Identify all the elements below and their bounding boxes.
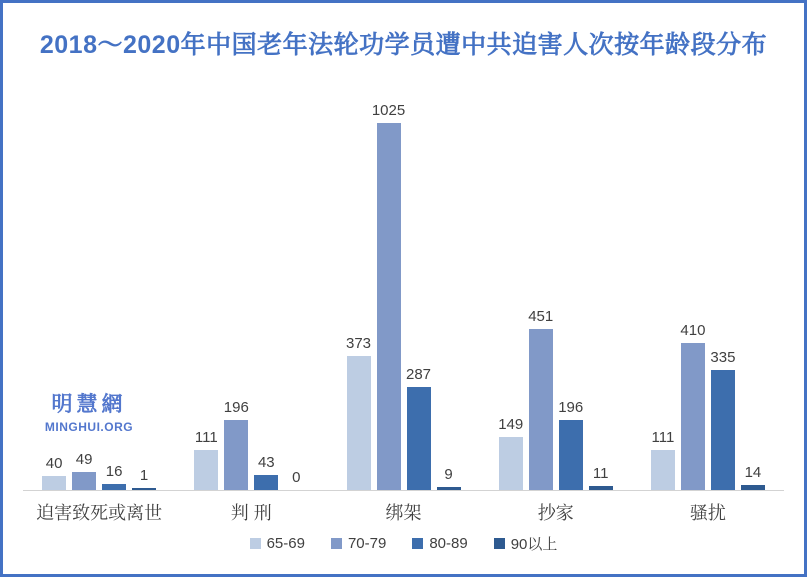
bar-slot [132, 467, 156, 490]
bar-slot [42, 455, 66, 490]
bar-group [480, 76, 632, 490]
watermark-english: MINGHUI.ORG [44, 420, 134, 434]
category-label: 抄家 [537, 503, 574, 523]
legend-swatch-icon [331, 538, 342, 549]
bar-slot [254, 454, 278, 490]
bar-slot [407, 366, 431, 490]
category-label: 判 刑 [230, 503, 272, 523]
bar-slot [371, 102, 406, 490]
chart-title: 2018～2020年中国老年法轮功学员遭中共迫害人次按年龄段分布 [39, 31, 768, 59]
bar [254, 475, 278, 490]
legend-label: 70-79 [347, 535, 387, 552]
bar [559, 420, 583, 490]
bar-slot [529, 308, 553, 490]
bar-slot [559, 399, 583, 490]
legend-label: 80-89 [429, 535, 468, 552]
bar [102, 484, 126, 490]
bar [132, 488, 156, 490]
minghui-watermark [39, 388, 139, 434]
data-label: 373 [345, 335, 372, 352]
bar-slot [102, 463, 126, 490]
data-label: 111 [194, 429, 218, 446]
watermark-chinese: 明慧網 [51, 393, 127, 416]
bar-slot [437, 466, 461, 490]
category-label: 绑架 [385, 503, 422, 523]
bar-slot [741, 464, 765, 490]
bar [741, 485, 765, 490]
bar-slot [194, 429, 218, 490]
legend-swatch-icon [250, 538, 261, 549]
bar-slot [224, 399, 248, 490]
bar [42, 476, 66, 490]
bar-slot [499, 416, 523, 490]
data-label: 9 [444, 466, 453, 483]
bar-slot [347, 335, 371, 490]
bar [437, 487, 461, 490]
data-label: 43 [257, 454, 275, 471]
data-label: 111 [651, 429, 675, 446]
legend-item [331, 535, 386, 552]
bar [529, 329, 553, 490]
bar [224, 420, 248, 490]
bar [377, 123, 401, 490]
bar [347, 356, 371, 490]
bar-slot [589, 465, 613, 490]
bar [681, 343, 705, 490]
legend-swatch-icon [412, 538, 423, 549]
bar-slot [681, 322, 705, 490]
data-label: 16 [105, 463, 123, 480]
data-label: 335 [710, 349, 736, 366]
bar [194, 450, 218, 490]
data-label: 287 [405, 366, 432, 383]
data-label: 149 [498, 416, 524, 433]
bar-slot [651, 429, 675, 490]
legend-label: 65-69 [266, 535, 305, 552]
data-label: 0 [292, 469, 301, 486]
data-label: 40 [45, 455, 63, 472]
data-label: 410 [680, 322, 706, 339]
data-label: 196 [558, 399, 584, 416]
legend-label: 90以上 [510, 536, 558, 553]
data-label: 1 [139, 467, 149, 484]
category-label: 骚扰 [689, 503, 726, 523]
legend-item [250, 535, 305, 552]
bar [711, 370, 735, 490]
x-axis-labels [23, 499, 784, 525]
legend-item [494, 533, 558, 554]
bar-slot [284, 469, 308, 490]
legend [3, 533, 804, 554]
category-label: 迫害致死或离世 [36, 503, 163, 523]
data-label: 49 [75, 451, 93, 468]
data-label: 14 [744, 464, 762, 481]
bar-slot [711, 349, 735, 490]
bar [589, 486, 613, 490]
bar-slot [72, 451, 96, 490]
legend-item [412, 535, 467, 552]
data-label: 196 [223, 399, 249, 416]
bar [407, 387, 431, 490]
bar-group [327, 76, 479, 490]
data-label: 1025 [371, 102, 406, 119]
bar [651, 450, 675, 490]
bar [72, 472, 96, 490]
data-label: 451 [528, 308, 554, 325]
bar-group [175, 76, 327, 490]
bar [499, 437, 523, 490]
data-label: 11 [592, 465, 609, 482]
legend-swatch-icon [494, 538, 505, 549]
bar-group [632, 76, 784, 490]
